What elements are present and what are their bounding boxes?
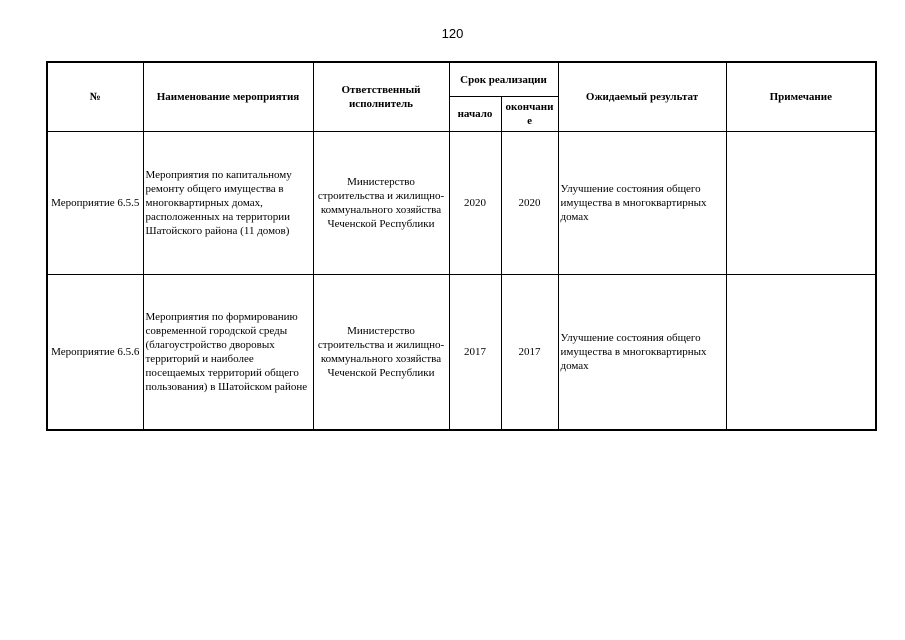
measures-table xyxy=(46,61,877,431)
row-responsible: Министерство строительства и жилищно-коммунального хозяйства Чеченской Республики xyxy=(313,275,449,431)
row-number: Мероприятие 6.5.5 xyxy=(47,132,143,275)
row-note xyxy=(726,132,876,275)
header-number: № xyxy=(47,62,143,132)
header-responsible: Ответственный исполнитель xyxy=(313,62,449,132)
row-number: Мероприятие 6.5.6 xyxy=(47,275,143,431)
row-name: Мероприятия по формированию современной городской среды (благоустройство дворовых территорий и наиболее посещаемых территорий общего пользования) в Шатойском районе xyxy=(143,275,313,431)
header-row xyxy=(47,62,876,97)
row-start: 2017 xyxy=(449,275,501,431)
row-end: 2020 xyxy=(501,132,558,275)
header-period: Срок реализации xyxy=(449,62,558,97)
header-name: Наименование мероприятия xyxy=(143,62,313,132)
row-result: Улучшение состояния общего имущества в многоквартирных домах xyxy=(558,132,726,275)
row-start: 2020 xyxy=(449,132,501,275)
header-note: Примечание xyxy=(726,62,876,132)
table-row xyxy=(47,132,876,275)
page-number: 120 xyxy=(441,26,464,41)
header-start: начало xyxy=(449,97,501,132)
header-result: Ожидаемый результат xyxy=(558,62,726,132)
row-end: 2017 xyxy=(501,275,558,431)
row-responsible: Министерство строительства и жилищно-коммунального хозяйства Чеченской Республики xyxy=(313,132,449,275)
row-name: Мероприятия по капитальному ремонту общего имущества в многоквартирных домах, расположенных на территории Шатойского района (11 домов) xyxy=(143,132,313,275)
table-row xyxy=(47,275,876,431)
row-result: Улучшение состояния общего имущества в многоквартирных домах xyxy=(558,275,726,431)
row-note xyxy=(726,275,876,431)
header-end: окончание xyxy=(501,97,558,132)
